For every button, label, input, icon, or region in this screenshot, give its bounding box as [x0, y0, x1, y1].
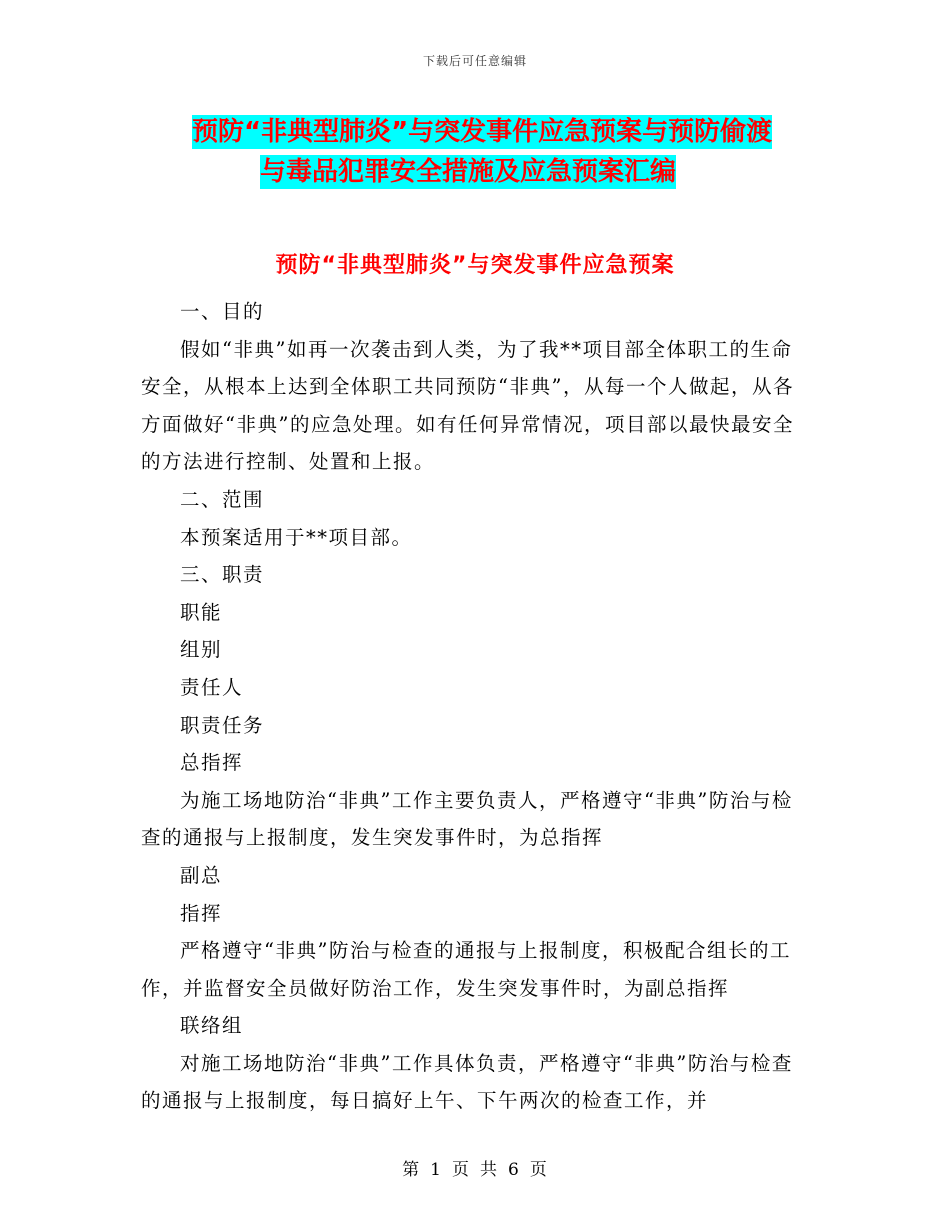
page-footer [0, 1155, 950, 1180]
footer-total-label: 共 [480, 1160, 498, 1180]
paragraph: 严格遵守“非典”防治与检查的通报与上报制度，积极配合组长的工作，并监督安全员做好防治工作，发生突发事件时，为副总指挥 [141, 939, 791, 1000]
paragraph: 本预案适用于**项目部。 [180, 525, 413, 549]
footer-page-number: 1 [430, 1160, 442, 1180]
paragraph: 对施工场地防治“非典”工作具体负责，严格遵守“非典”防治与检查的通报与上报制度，每日搞好上午、下午两次的检查工作，并 [141, 1051, 793, 1113]
paragraph: 联络组 [180, 1014, 244, 1038]
paragraph: 一、目的 [180, 300, 265, 323]
footer-page-label: 页 [452, 1160, 470, 1180]
document-title-line-2 [140, 152, 810, 192]
paragraph: 副总 [180, 863, 223, 887]
document-body [141, 293, 801, 1120]
footer-prefix: 第 [402, 1160, 421, 1180]
footer-total-pages: 6 [508, 1160, 520, 1180]
header-note: 下载后可任意编辑 [422, 54, 527, 68]
document-title-line-1 [140, 112, 810, 152]
paragraph: 二、范围 [180, 487, 265, 511]
paragraph: 总指挥 [180, 751, 244, 775]
paragraph: 职责任务 [180, 713, 265, 737]
paragraph: 组别 [180, 638, 223, 662]
paragraph: 职能 [180, 600, 223, 624]
document-title-line-2-text: 与毒品犯罪安全措施及应急预案汇编 [260, 157, 677, 187]
paragraph: 指挥 [180, 901, 223, 925]
document-title [140, 112, 810, 192]
paragraph: 假如“非典”如再一次袭击到人类，为了我**项目部全体职工的生命安全，从根本上达到全体职工共同预防“非典”，从每一个人做起，从各方面做好“非典”的应急处理。如有任何异常情况，项目部以最快最安全的方法进行控制、处置和上报。 [141, 337, 794, 474]
paragraph: 为施工场地防治“非典”工作主要负责人，严格遵守“非典”防治与检查的通报与上报制度，发生突发事件时，为总指挥 [141, 788, 793, 850]
footer-suffix: 页 [529, 1160, 548, 1180]
paragraph: 责任人 [180, 675, 244, 699]
section-title: 预防“非典型肺炎”与突发事件应急预案 [275, 253, 675, 278]
paragraph: 三、职责 [180, 563, 265, 587]
document-title-line-1-text: 预防“非典型肺炎”与突发事件应急预案与预防偷渡 [192, 117, 773, 147]
